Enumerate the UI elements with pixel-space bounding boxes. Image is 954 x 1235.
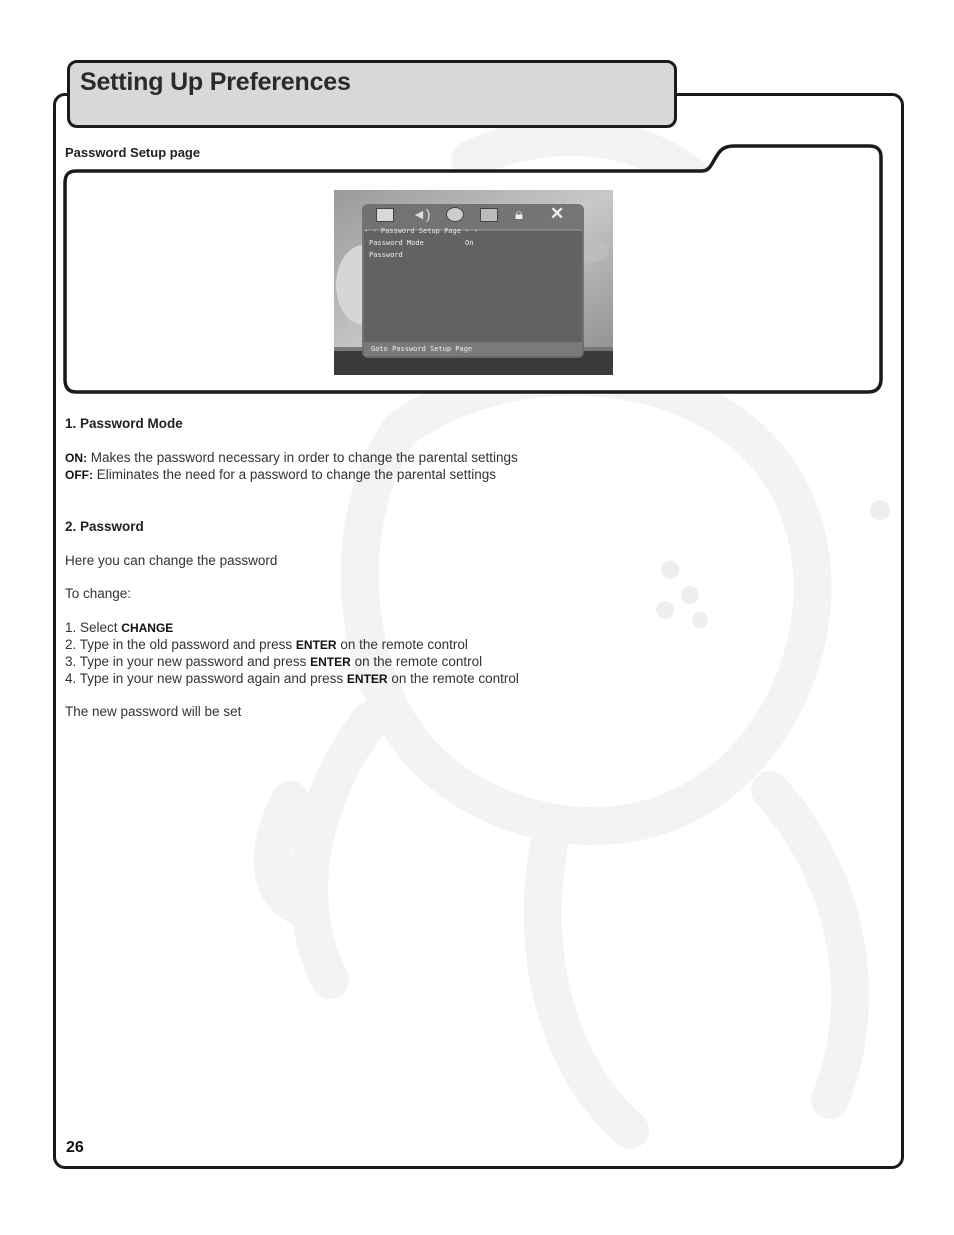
step-text: 4. Type in your new password again and press [65,671,347,686]
step-text: 1. Select [65,620,122,635]
page-title: Setting Up Preferences [80,68,351,96]
video-setup-icon [480,208,498,222]
figure-label: Password Setup page [65,145,201,160]
step-text: on the remote control [336,637,468,652]
step-text: on the remote control [350,654,483,669]
on-text: Makes the password necessary in order to change the parental settings [87,450,518,465]
password-setup-screenshot [334,190,613,375]
change-key: CHANGE [121,621,174,635]
osd-page-title: - - Password Setup Page - - [364,227,478,235]
step-2 [65,636,468,654]
step-4 [65,670,519,688]
off-text: Eliminates the need for a password to change the parental settings [93,467,496,482]
osd-footer-hint: Goto Password Setup Page [371,345,473,353]
lock-icon: 🔒︎ [515,206,523,223]
on-key: ON: [65,451,87,465]
audio-setup-icon: ◄) [412,206,431,222]
osd-row-password: Password [369,251,403,259]
off-key: OFF: [65,468,93,482]
on-description [65,449,518,467]
osd-icon-bar [374,206,574,226]
step-3 [65,653,482,671]
enter-key: ENTER [310,655,351,669]
step-text: on the remote control [387,671,519,686]
enter-key: ENTER [346,672,388,686]
osd-row-value: On [465,239,474,247]
title-tab [67,60,677,128]
general-setup-icon [376,208,394,222]
enter-key: ENTER [295,638,337,652]
exit-icon: ✕ [550,204,565,223]
to-change-label: To change: [65,586,132,601]
section2-heading: 2. Password [65,519,144,534]
step-text: 3. Type in your new password and press [65,654,311,669]
result-text: The new password will be set [65,704,242,719]
page-number: 26 [66,1139,84,1156]
step-text: 2. Type in the old password and press [65,637,296,652]
section2-intro: Here you can change the password [65,553,278,568]
step-1 [65,619,173,637]
osd-row-label: Password Mode [369,239,424,247]
section1-heading: 1. Password Mode [65,416,183,431]
off-description [65,466,496,484]
dolby-setup-icon [446,207,464,222]
osd-row-password-mode [369,239,474,247]
